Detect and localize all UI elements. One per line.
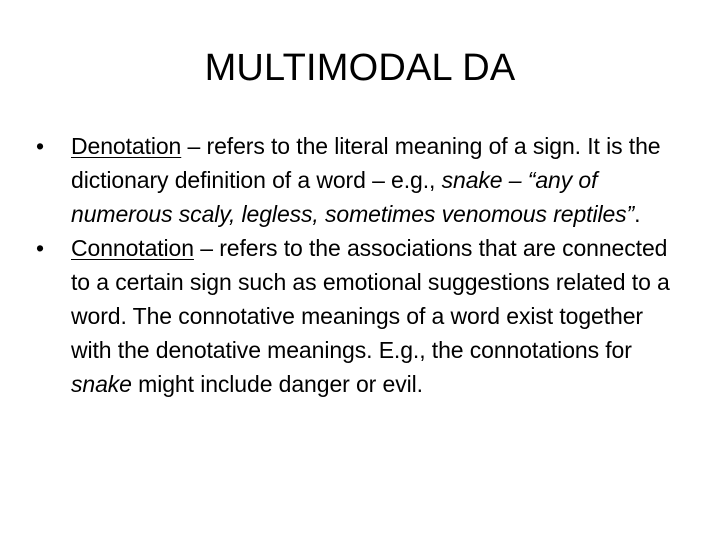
connotation-example-word: snake (71, 371, 132, 397)
bullet-icon: • (36, 133, 44, 159)
connotation-text-1: – refers to the associations that are connected to a certain sign such as emotional suggestions related to a word. The connotative meanings of a word exist together with the denotative meanings. E.g., the connotations for (71, 235, 670, 363)
denotation-text-2: . (634, 201, 641, 227)
term-connotation: Connotation (71, 235, 194, 261)
term-denotation: Denotation (71, 133, 182, 159)
denotation-text-1: – refers to the literal meaning of a sign. It is the dictionary definition of a word – e.g., (71, 133, 661, 193)
connotation-text-2: might include danger or evil. (131, 371, 423, 397)
slide-title: MULTIMODAL DA (204, 47, 516, 89)
bullet-icon: • (36, 235, 44, 261)
bullet-denotation (36, 129, 676, 231)
bullet-connotation (36, 231, 676, 401)
slide-body (36, 129, 676, 401)
denotation-example: snake – “any of numerous scaly, legless, sometimes venomous reptiles” (71, 167, 635, 227)
